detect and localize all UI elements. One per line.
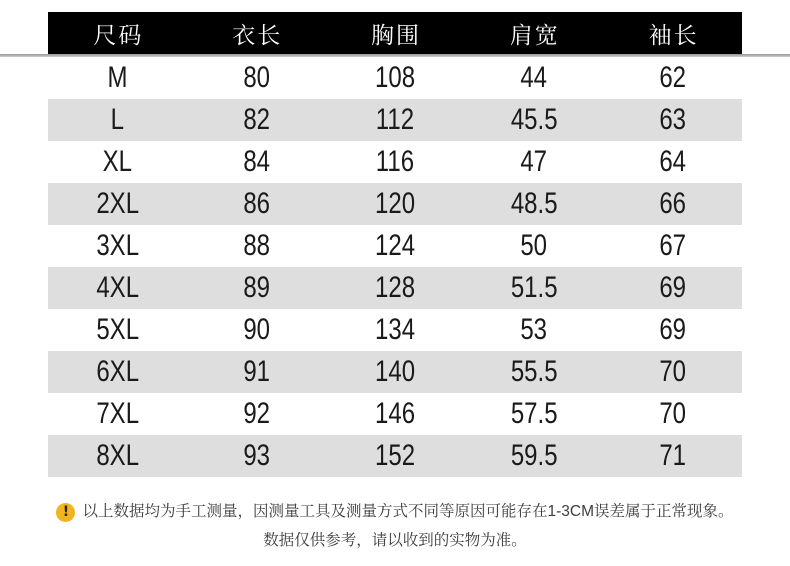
value-cell: 45.5 [510, 103, 558, 136]
size-cell: 7XL [96, 397, 139, 430]
header-cell-shoulder: 肩宽 [509, 21, 560, 48]
value-cell: 71 [659, 439, 686, 472]
value-cell: 152 [374, 439, 416, 472]
value-cell: 59.5 [510, 439, 558, 472]
value-cell: 69 [659, 271, 686, 304]
footer-note [0, 502, 790, 551]
value-cell: 70 [659, 355, 686, 388]
value-cell: 69 [659, 313, 686, 346]
value-cell: 93 [242, 439, 270, 472]
value-cell: 84 [242, 145, 270, 178]
header-cell-size: 尺码 [93, 21, 144, 48]
warning-icon: ! [56, 503, 75, 522]
value-cell: 89 [242, 271, 270, 304]
table-row [48, 99, 742, 141]
value-cell: 134 [374, 313, 416, 346]
value-cell: 63 [659, 103, 686, 136]
value-cell: 112 [375, 103, 415, 136]
value-cell: 124 [374, 229, 416, 262]
value-cell: 66 [659, 187, 686, 220]
value-cell: 70 [659, 397, 686, 430]
value-cell: 51.5 [510, 271, 558, 304]
value-cell: 146 [374, 397, 416, 430]
value-cell: 86 [242, 187, 270, 220]
size-cell: M [107, 61, 128, 94]
size-cell: 6XL [96, 355, 139, 388]
size-cell: XL [102, 145, 133, 178]
size-cell: 5XL [96, 313, 139, 346]
table-row [48, 267, 742, 309]
table-row [48, 225, 742, 267]
footer-note-text1: 以上数据均为手工测量，因测量工具及测量方式不同等原因可能存在1-3CM误差属于正常现象。 [82, 503, 734, 520]
header-cell-sleeve: 袖长 [648, 21, 699, 48]
table-row [48, 57, 742, 99]
value-cell: 92 [242, 397, 270, 430]
size-chart [0, 12, 790, 566]
table-row [48, 435, 742, 477]
value-cell: 90 [242, 313, 270, 346]
value-cell: 47 [520, 145, 548, 178]
table-row [48, 309, 742, 351]
table-row [48, 393, 742, 435]
size-cell: 4XL [96, 271, 139, 304]
value-cell: 82 [242, 103, 270, 136]
size-cell: 8XL [96, 439, 139, 472]
value-cell: 120 [374, 187, 416, 220]
table-row [48, 141, 742, 183]
header-cell-length: 衣长 [232, 21, 283, 48]
size-cell: L [110, 103, 125, 136]
value-cell: 50 [520, 229, 548, 262]
size-cell: 3XL [96, 229, 139, 262]
footer-note-text2: 数据仅供参考，请以收到的实物为准。 [263, 532, 527, 549]
value-cell: 53 [520, 313, 548, 346]
header-cell-chest: 胸围 [370, 21, 421, 48]
value-cell: 128 [374, 271, 416, 304]
value-cell: 80 [242, 61, 270, 94]
value-cell: 67 [659, 229, 686, 262]
value-cell: 140 [374, 355, 416, 388]
value-cell: 108 [374, 61, 416, 94]
size-cell: 2XL [96, 187, 139, 220]
table-body [0, 57, 790, 477]
value-cell: 88 [242, 229, 270, 262]
table-row [48, 183, 742, 225]
value-cell: 116 [375, 145, 415, 178]
value-cell: 44 [520, 61, 548, 94]
value-cell: 48.5 [510, 187, 558, 220]
value-cell: 91 [242, 355, 270, 388]
value-cell: 64 [659, 145, 686, 178]
table-header-row [48, 12, 742, 54]
value-cell: 62 [659, 61, 686, 94]
table-row [48, 351, 742, 393]
value-cell: 57.5 [510, 397, 558, 430]
footer-note-line1 [0, 502, 790, 522]
value-cell: 55.5 [510, 355, 558, 388]
